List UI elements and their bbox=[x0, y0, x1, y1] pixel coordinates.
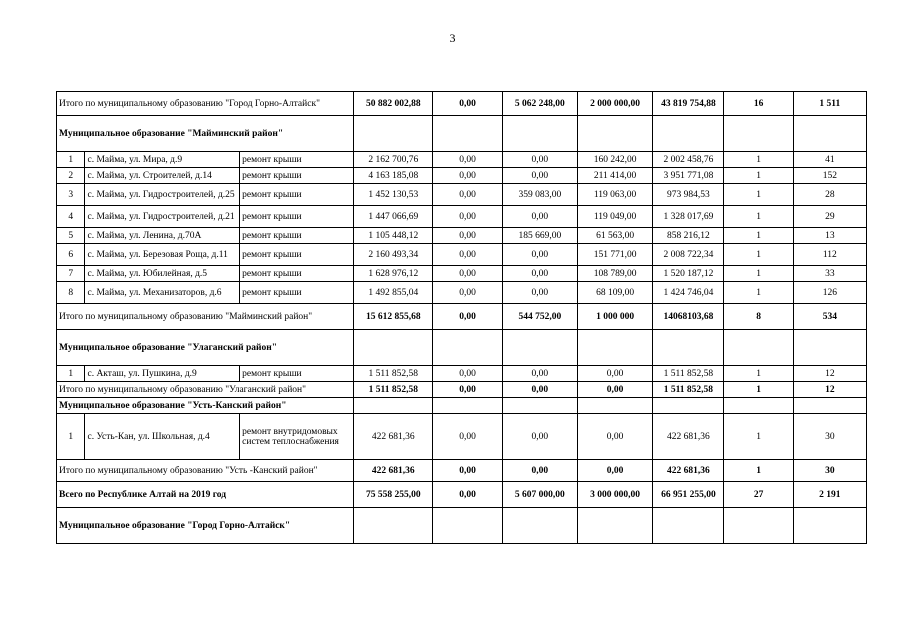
total-row bbox=[57, 460, 867, 482]
table-row bbox=[57, 206, 867, 228]
section-title: Муниципальное образование "Улаганский район" bbox=[57, 330, 354, 366]
local-budget-cell: 119 063,00 bbox=[577, 184, 652, 206]
regional-budget-cell: 0,00 bbox=[502, 152, 577, 168]
total-cost-cell: 50 882 002,88 bbox=[354, 92, 433, 116]
empty-cell bbox=[577, 508, 652, 544]
owners-funds-cell: 1 511 852,58 bbox=[653, 382, 724, 398]
count-cell: 1 bbox=[724, 228, 793, 244]
table-row bbox=[57, 366, 867, 382]
address-cell: с. Акташ, ул. Пушкина, д.9 bbox=[85, 366, 240, 382]
work-type-cell: ремонт внутридомовых систем теплоснабжения bbox=[240, 414, 354, 460]
empty-cell bbox=[354, 330, 433, 366]
residents-cell: 30 bbox=[793, 460, 866, 482]
owners-funds-cell: 1 520 187,12 bbox=[653, 266, 724, 282]
total-cost-cell: 4 163 185,08 bbox=[354, 168, 433, 184]
count-cell: 1 bbox=[724, 244, 793, 266]
total-row bbox=[57, 382, 867, 398]
empty-cell bbox=[793, 330, 866, 366]
total-cost-cell: 422 681,36 bbox=[354, 414, 433, 460]
table-row bbox=[57, 228, 867, 244]
empty-cell bbox=[653, 116, 724, 152]
regional-budget-cell: 0,00 bbox=[502, 382, 577, 398]
fund-cell: 0,00 bbox=[433, 168, 502, 184]
row-number: 4 bbox=[57, 206, 85, 228]
regional-budget-cell: 0,00 bbox=[502, 244, 577, 266]
fund-cell: 0,00 bbox=[433, 460, 502, 482]
table-row bbox=[57, 244, 867, 266]
work-type-cell: ремонт крыши bbox=[240, 184, 354, 206]
owners-funds-cell: 422 681,36 bbox=[653, 460, 724, 482]
local-budget-cell: 0,00 bbox=[577, 414, 652, 460]
address-cell: с. Майма, ул. Березовая Роща, д.11 bbox=[85, 244, 240, 266]
regional-budget-cell: 5 607 000,00 bbox=[502, 482, 577, 508]
work-type-cell: ремонт крыши bbox=[240, 228, 354, 244]
empty-cell bbox=[502, 398, 577, 414]
row-number: 1 bbox=[57, 366, 85, 382]
residents-cell: 29 bbox=[793, 206, 866, 228]
address-cell: с. Усть-Кан, ул. Школьная, д.4 bbox=[85, 414, 240, 460]
owners-funds-cell: 858 216,12 bbox=[653, 228, 724, 244]
regional-budget-cell: 185 669,00 bbox=[502, 228, 577, 244]
owners-funds-cell: 2 002 458,76 bbox=[653, 152, 724, 168]
total-cost-cell: 1 492 855,04 bbox=[354, 282, 433, 304]
regional-budget-cell: 0,00 bbox=[502, 266, 577, 282]
total-row bbox=[57, 482, 867, 508]
total-cost-cell: 2 162 700,76 bbox=[354, 152, 433, 168]
regional-budget-cell: 5 062 248,00 bbox=[502, 92, 577, 116]
table-row bbox=[57, 168, 867, 184]
local-budget-cell: 2 000 000,00 bbox=[577, 92, 652, 116]
address-cell: с. Майма, ул. Гидростроителей, д.21 bbox=[85, 206, 240, 228]
residents-cell: 12 bbox=[793, 382, 866, 398]
empty-cell bbox=[653, 508, 724, 544]
empty-cell bbox=[433, 398, 502, 414]
empty-cell bbox=[793, 116, 866, 152]
section-title: Муниципальное образование "Майминский район" bbox=[57, 116, 354, 152]
local-budget-cell: 1 000 000 bbox=[577, 304, 652, 330]
total-label: Итого по муниципальному образованию "Город Горно-Алтайск" bbox=[57, 92, 354, 116]
table-row bbox=[57, 152, 867, 168]
local-budget-cell: 0,00 bbox=[577, 460, 652, 482]
total-label: Итого по муниципальному образованию "Улаганский район" bbox=[57, 382, 354, 398]
residents-cell: 126 bbox=[793, 282, 866, 304]
empty-cell bbox=[433, 116, 502, 152]
row-number: 1 bbox=[57, 152, 85, 168]
empty-cell bbox=[502, 508, 577, 544]
table-row bbox=[57, 184, 867, 206]
fund-cell: 0,00 bbox=[433, 92, 502, 116]
owners-funds-cell: 3 951 771,08 bbox=[653, 168, 724, 184]
work-type-cell: ремонт крыши bbox=[240, 366, 354, 382]
total-cost-cell: 1 447 066,69 bbox=[354, 206, 433, 228]
fund-cell: 0,00 bbox=[433, 184, 502, 206]
work-type-cell: ремонт крыши bbox=[240, 266, 354, 282]
fund-cell: 0,00 bbox=[433, 266, 502, 282]
section-header-row bbox=[57, 398, 867, 414]
empty-cell bbox=[653, 398, 724, 414]
address-cell: с. Майма, ул. Гидростроителей, д.25 bbox=[85, 184, 240, 206]
residents-cell: 112 bbox=[793, 244, 866, 266]
regional-budget-cell: 0,00 bbox=[502, 168, 577, 184]
total-cost-cell: 15 612 855,68 bbox=[354, 304, 433, 330]
total-row bbox=[57, 92, 867, 116]
fund-cell: 0,00 bbox=[433, 414, 502, 460]
work-type-cell: ремонт крыши bbox=[240, 206, 354, 228]
regional-budget-cell: 0,00 bbox=[502, 282, 577, 304]
empty-cell bbox=[577, 116, 652, 152]
total-label: Итого по муниципальному образованию "Усть -Канский район" bbox=[57, 460, 354, 482]
count-cell: 8 bbox=[724, 304, 793, 330]
total-cost-cell: 1 628 976,12 bbox=[354, 266, 433, 282]
residents-cell: 41 bbox=[793, 152, 866, 168]
total-cost-cell: 1 511 852,58 bbox=[354, 366, 433, 382]
row-number: 2 bbox=[57, 168, 85, 184]
capital-repair-table bbox=[56, 91, 867, 544]
count-cell: 1 bbox=[724, 152, 793, 168]
address-cell: с. Майма, ул. Ленина, д.70А bbox=[85, 228, 240, 244]
empty-cell bbox=[724, 330, 793, 366]
table-row bbox=[57, 282, 867, 304]
count-cell: 1 bbox=[724, 184, 793, 206]
fund-cell: 0,00 bbox=[433, 482, 502, 508]
work-type-cell: ремонт крыши bbox=[240, 282, 354, 304]
address-cell: с. Майма, ул. Механизаторов, д.6 bbox=[85, 282, 240, 304]
owners-funds-cell: 1 511 852,58 bbox=[653, 366, 724, 382]
page-number: 3 bbox=[449, 31, 456, 45]
residents-cell: 152 bbox=[793, 168, 866, 184]
section-title: Муниципальное образование "Усть-Канский район" bbox=[57, 398, 354, 414]
work-type-cell: ремонт крыши bbox=[240, 152, 354, 168]
work-type-cell: ремонт крыши bbox=[240, 244, 354, 266]
address-cell: с. Майма, ул. Мира, д.9 bbox=[85, 152, 240, 168]
total-cost-cell: 75 558 255,00 bbox=[354, 482, 433, 508]
owners-funds-cell: 2 008 722,34 bbox=[653, 244, 724, 266]
fund-cell: 0,00 bbox=[433, 228, 502, 244]
count-cell: 1 bbox=[724, 168, 793, 184]
total-cost-cell: 2 160 493,34 bbox=[354, 244, 433, 266]
row-number: 1 bbox=[57, 414, 85, 460]
section-header-row bbox=[57, 508, 867, 544]
count-cell: 1 bbox=[724, 366, 793, 382]
count-cell: 1 bbox=[724, 206, 793, 228]
owners-funds-cell: 66 951 255,00 bbox=[653, 482, 724, 508]
total-row bbox=[57, 304, 867, 330]
total-label: Итого по муниципальному образованию "Майминский район" bbox=[57, 304, 354, 330]
owners-funds-cell: 1 328 017,69 bbox=[653, 206, 724, 228]
total-cost-cell: 422 681,36 bbox=[354, 460, 433, 482]
local-budget-cell: 151 771,00 bbox=[577, 244, 652, 266]
local-budget-cell: 68 109,00 bbox=[577, 282, 652, 304]
empty-cell bbox=[502, 330, 577, 366]
residents-cell: 28 bbox=[793, 184, 866, 206]
address-cell: с. Майма, ул. Строителей, д.14 bbox=[85, 168, 240, 184]
total-label: Всего по Республике Алтай на 2019 год bbox=[57, 482, 354, 508]
regional-budget-cell: 0,00 bbox=[502, 460, 577, 482]
residents-cell: 13 bbox=[793, 228, 866, 244]
section-header-row bbox=[57, 330, 867, 366]
row-number: 3 bbox=[57, 184, 85, 206]
fund-cell: 0,00 bbox=[433, 382, 502, 398]
empty-cell bbox=[354, 508, 433, 544]
address-cell: с. Майма, ул. Юбилейная, д.5 bbox=[85, 266, 240, 282]
local-budget-cell: 160 242,00 bbox=[577, 152, 652, 168]
count-cell: 16 bbox=[724, 92, 793, 116]
regional-budget-cell: 544 752,00 bbox=[502, 304, 577, 330]
residents-cell: 534 bbox=[793, 304, 866, 330]
owners-funds-cell: 973 984,53 bbox=[653, 184, 724, 206]
empty-cell bbox=[577, 398, 652, 414]
total-cost-cell: 1 105 448,12 bbox=[354, 228, 433, 244]
local-budget-cell: 0,00 bbox=[577, 366, 652, 382]
empty-cell bbox=[653, 330, 724, 366]
fund-cell: 0,00 bbox=[433, 244, 502, 266]
total-cost-cell: 1 511 852,58 bbox=[354, 382, 433, 398]
regional-budget-cell: 0,00 bbox=[502, 366, 577, 382]
row-number: 5 bbox=[57, 228, 85, 244]
empty-cell bbox=[354, 398, 433, 414]
section-title: Муниципальное образование "Город Горно-Алтайск" bbox=[57, 508, 354, 544]
residents-cell: 12 bbox=[793, 366, 866, 382]
empty-cell bbox=[793, 398, 866, 414]
owners-funds-cell: 43 819 754,88 bbox=[653, 92, 724, 116]
local-budget-cell: 61 563,00 bbox=[577, 228, 652, 244]
local-budget-cell: 119 049,00 bbox=[577, 206, 652, 228]
count-cell: 1 bbox=[724, 266, 793, 282]
local-budget-cell: 211 414,00 bbox=[577, 168, 652, 184]
empty-cell bbox=[577, 330, 652, 366]
empty-cell bbox=[502, 116, 577, 152]
fund-cell: 0,00 bbox=[433, 304, 502, 330]
empty-cell bbox=[433, 330, 502, 366]
owners-funds-cell: 422 681,36 bbox=[653, 414, 724, 460]
section-header-row bbox=[57, 116, 867, 152]
empty-cell bbox=[724, 508, 793, 544]
local-budget-cell: 0,00 bbox=[577, 382, 652, 398]
count-cell: 1 bbox=[724, 460, 793, 482]
fund-cell: 0,00 bbox=[433, 206, 502, 228]
local-budget-cell: 108 789,00 bbox=[577, 266, 652, 282]
regional-budget-cell: 359 083,00 bbox=[502, 184, 577, 206]
count-cell: 1 bbox=[724, 382, 793, 398]
table-row bbox=[57, 266, 867, 282]
fund-cell: 0,00 bbox=[433, 152, 502, 168]
residents-cell: 30 bbox=[793, 414, 866, 460]
residents-cell: 1 511 bbox=[793, 92, 866, 116]
total-cost-cell: 1 452 130,53 bbox=[354, 184, 433, 206]
empty-cell bbox=[793, 508, 866, 544]
empty-cell bbox=[724, 116, 793, 152]
regional-budget-cell: 0,00 bbox=[502, 414, 577, 460]
owners-funds-cell: 1 424 746,04 bbox=[653, 282, 724, 304]
empty-cell bbox=[433, 508, 502, 544]
row-number: 8 bbox=[57, 282, 85, 304]
count-cell: 1 bbox=[724, 282, 793, 304]
fund-cell: 0,00 bbox=[433, 366, 502, 382]
empty-cell bbox=[724, 398, 793, 414]
regional-budget-cell: 0,00 bbox=[502, 206, 577, 228]
residents-cell: 33 bbox=[793, 266, 866, 282]
count-cell: 1 bbox=[724, 414, 793, 460]
work-type-cell: ремонт крыши bbox=[240, 168, 354, 184]
table-row bbox=[57, 414, 867, 460]
residents-cell: 2 191 bbox=[793, 482, 866, 508]
row-number: 6 bbox=[57, 244, 85, 266]
count-cell: 27 bbox=[724, 482, 793, 508]
local-budget-cell: 3 000 000,00 bbox=[577, 482, 652, 508]
row-number: 7 bbox=[57, 266, 85, 282]
fund-cell: 0,00 bbox=[433, 282, 502, 304]
empty-cell bbox=[354, 116, 433, 152]
owners-funds-cell: 14068103,68 bbox=[653, 304, 724, 330]
